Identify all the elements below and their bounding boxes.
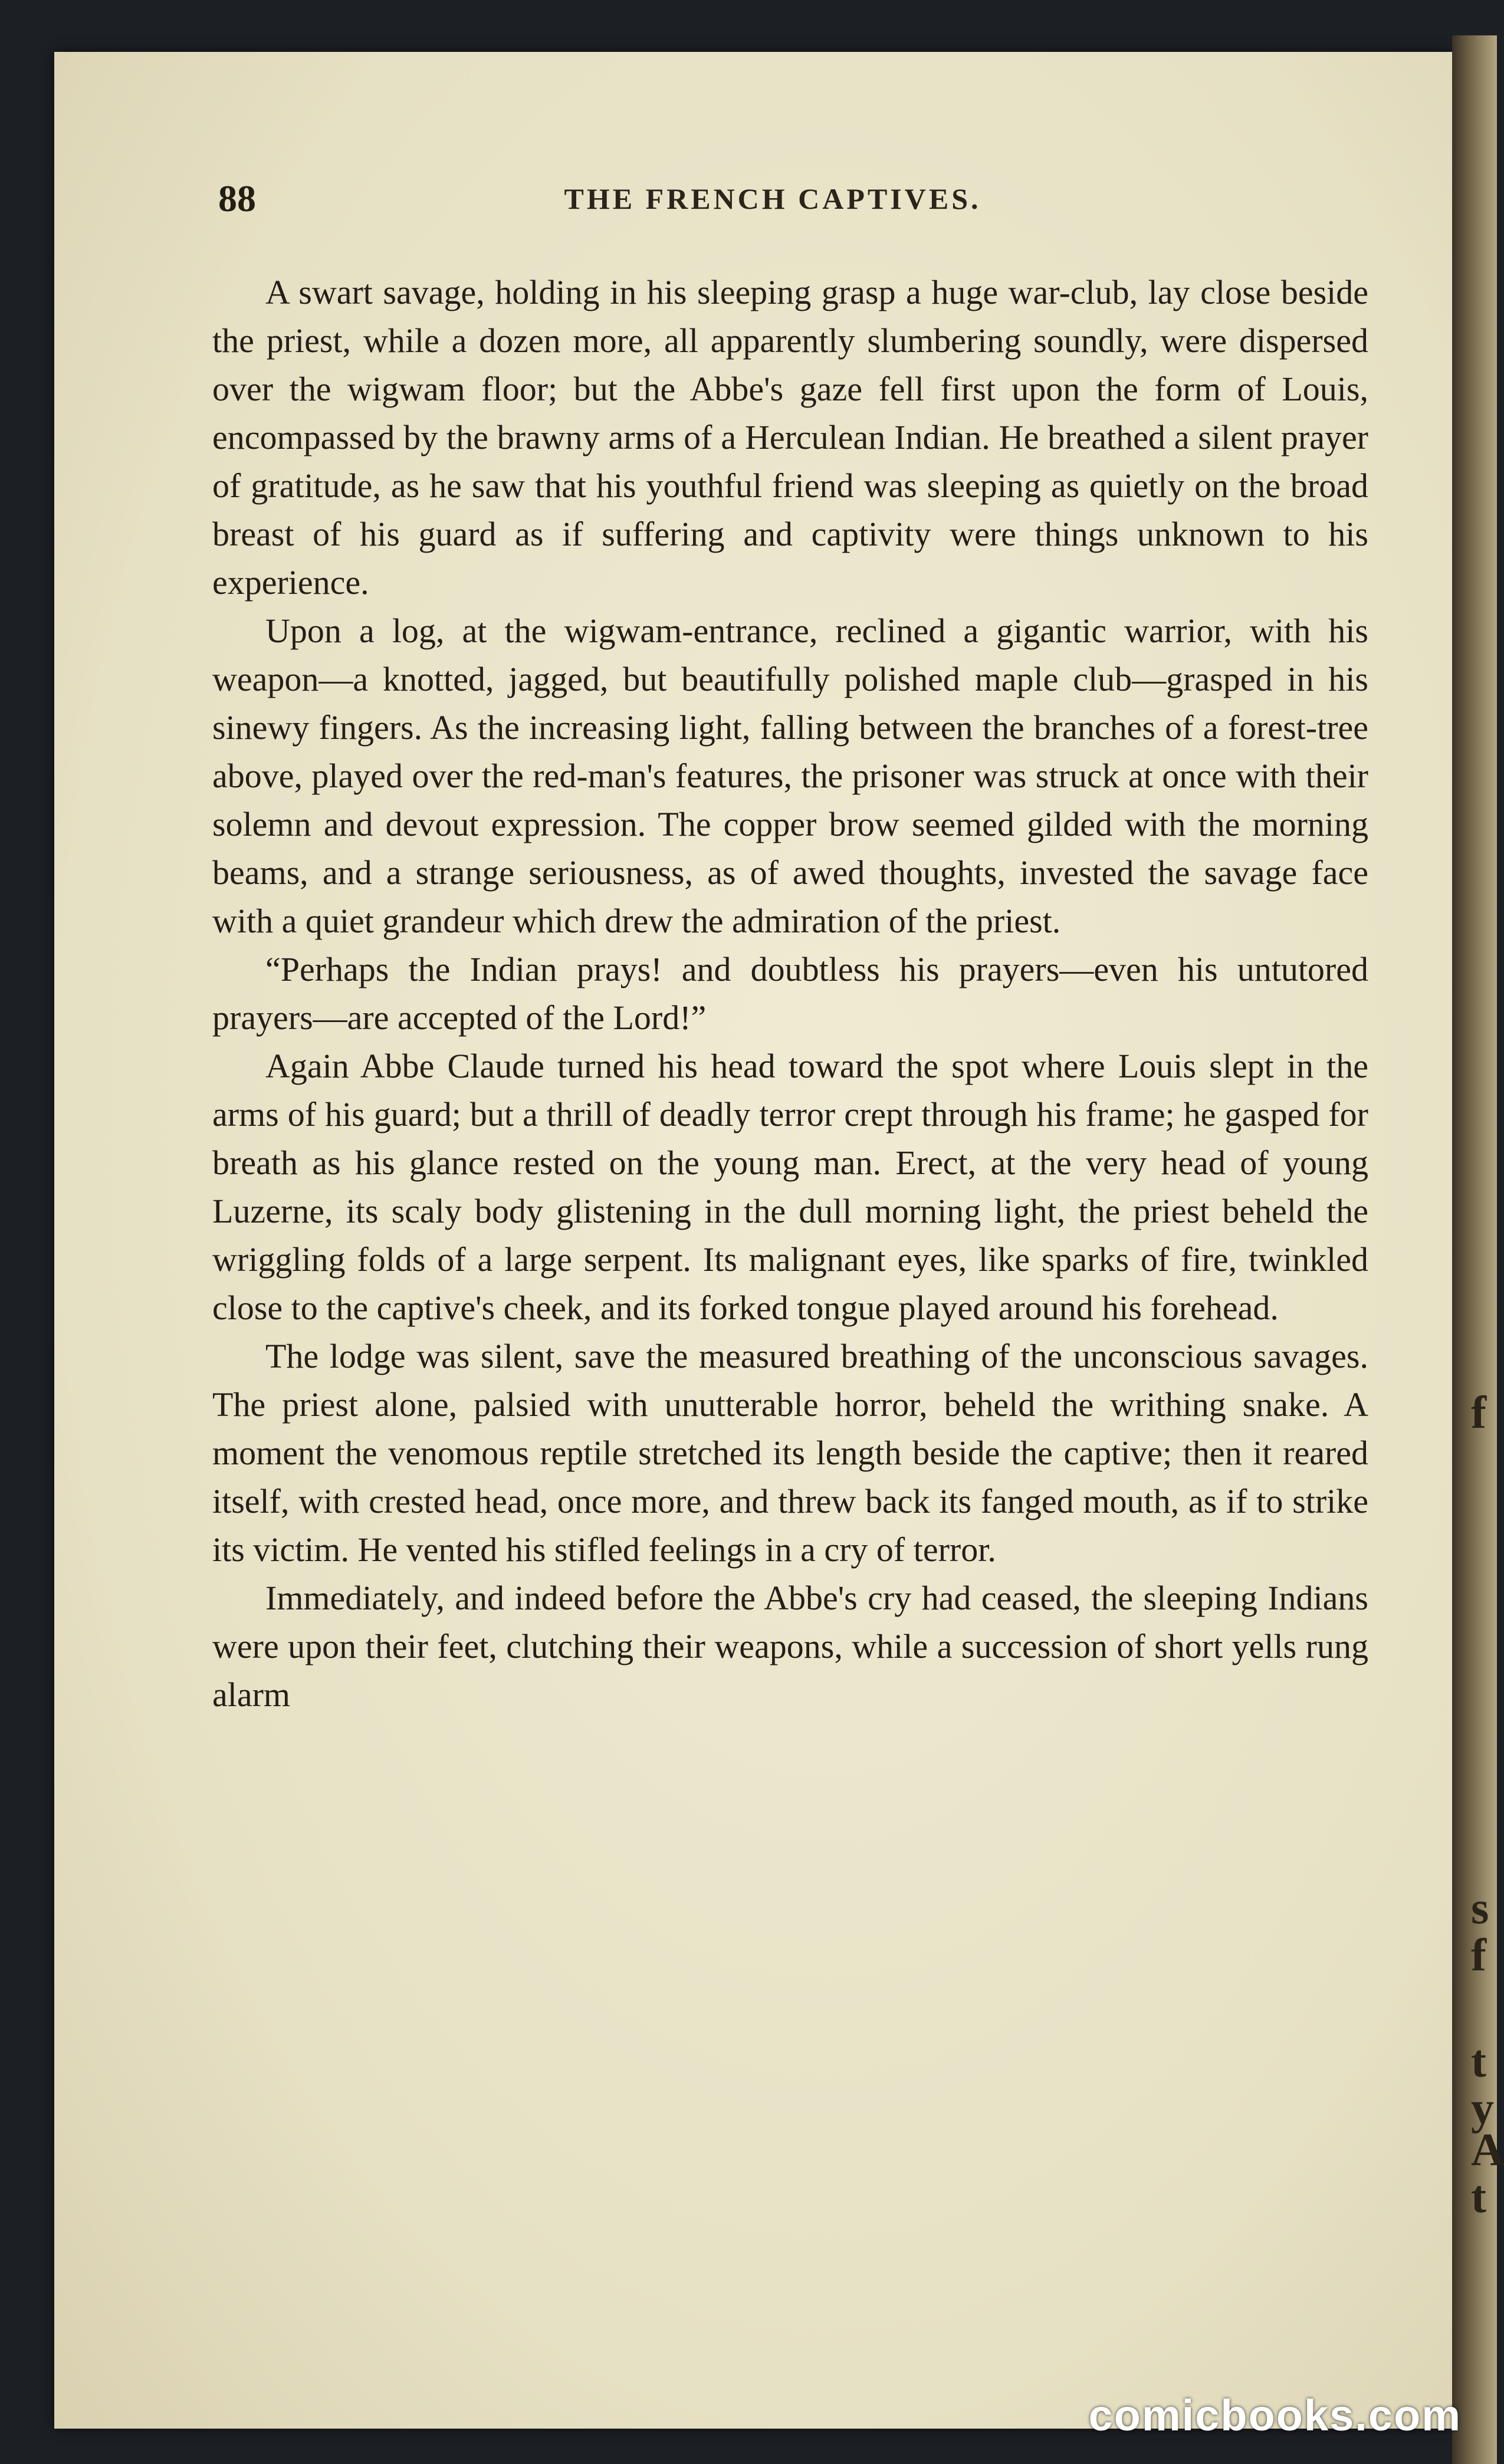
facing-page-fragment: y xyxy=(1471,2082,1494,2134)
paragraph: Immediately, and indeed before the Abbe's cry had ceased, the sleeping Indians were upon their feet, clutching their weapons, while a succession of short yells rung alarm xyxy=(212,1579,1368,1714)
page-header xyxy=(165,177,1380,230)
page-body xyxy=(212,268,1368,1719)
paragraph: Upon a log, at the wigwam-entrance, reclined a gigantic warrior, with his weapon—a knotted, jagged, but beautifully polished maple club—grasped in his sinewy fingers. As the increasing light, falling between the branches of a forest-tree above, played over the red-man's features, the prisoner was struck at once with their solemn and devout expression. The copper brow seemed gilded with the morning beams, and a strange seriousness, as of awed thoughts, invested the savage face with a quiet grandeur which drew the admiration of the priest. xyxy=(212,612,1368,940)
paragraph: “Perhaps the Indian prays! and doubtless his prayers—even his untutored prayers—are accepted of the Lord!” xyxy=(212,950,1368,1037)
watermark: comicbooks.com xyxy=(1088,2391,1462,2440)
paragraph: Again Abbe Claude turned his head toward the spot where Louis slept in the arms of his guard; but a thrill of deadly terror crept through his frame; he gasped for breath as his glance rested on the young man. Erect, at the very head of young Luzerne, its scaly body glistening in the dull morning light, the priest beheld the wriggling folds of a large serpent. Its malignant eyes, like sparks of fire, twinkled close to the captive's cheek, and its forked tongue played around his forehead. xyxy=(212,1047,1368,1327)
paragraph: A swart savage, holding in his sleeping grasp a huge war-club, lay close beside the priest, while a dozen more, all apparently slumbering soundly, were dispersed over the wigwam floor; but the Abbe's gaze fell first upon the form of Louis, encompassed by the brawny arms of a Herculean Indian. He breathed a silent prayer of gratitude, as he saw that his youthful friend was sleeping as quietly on the broad breast of his guard as if suffering and captivity were things unknown to his experience. xyxy=(212,273,1368,602)
facing-page-fragment: f xyxy=(1471,1387,1486,1438)
facing-page-fragment: s xyxy=(1471,1882,1489,1933)
facing-page-fragment: A xyxy=(1471,2124,1504,2175)
running-title: THE FRENCH CAPTIVES. xyxy=(564,182,981,215)
facing-page-fragment: t xyxy=(1471,2035,1486,2087)
page-number: 88 xyxy=(218,178,256,219)
facing-page-fragment: f xyxy=(1471,1929,1486,1980)
facing-page-fragment: t xyxy=(1471,2171,1486,2222)
paragraph: The lodge was silent, save the measured breathing of the unconscious savages. The priest alone, palsied with unutterable horror, beheld the writhing snake. A moment the venomous reptile stretched its length beside the captive; then it reared itself, with crested head, once more, and threw back its fanged mouth, as if to strike its victim. He vented his stifled feelings in a cry of terror. xyxy=(212,1337,1368,1569)
